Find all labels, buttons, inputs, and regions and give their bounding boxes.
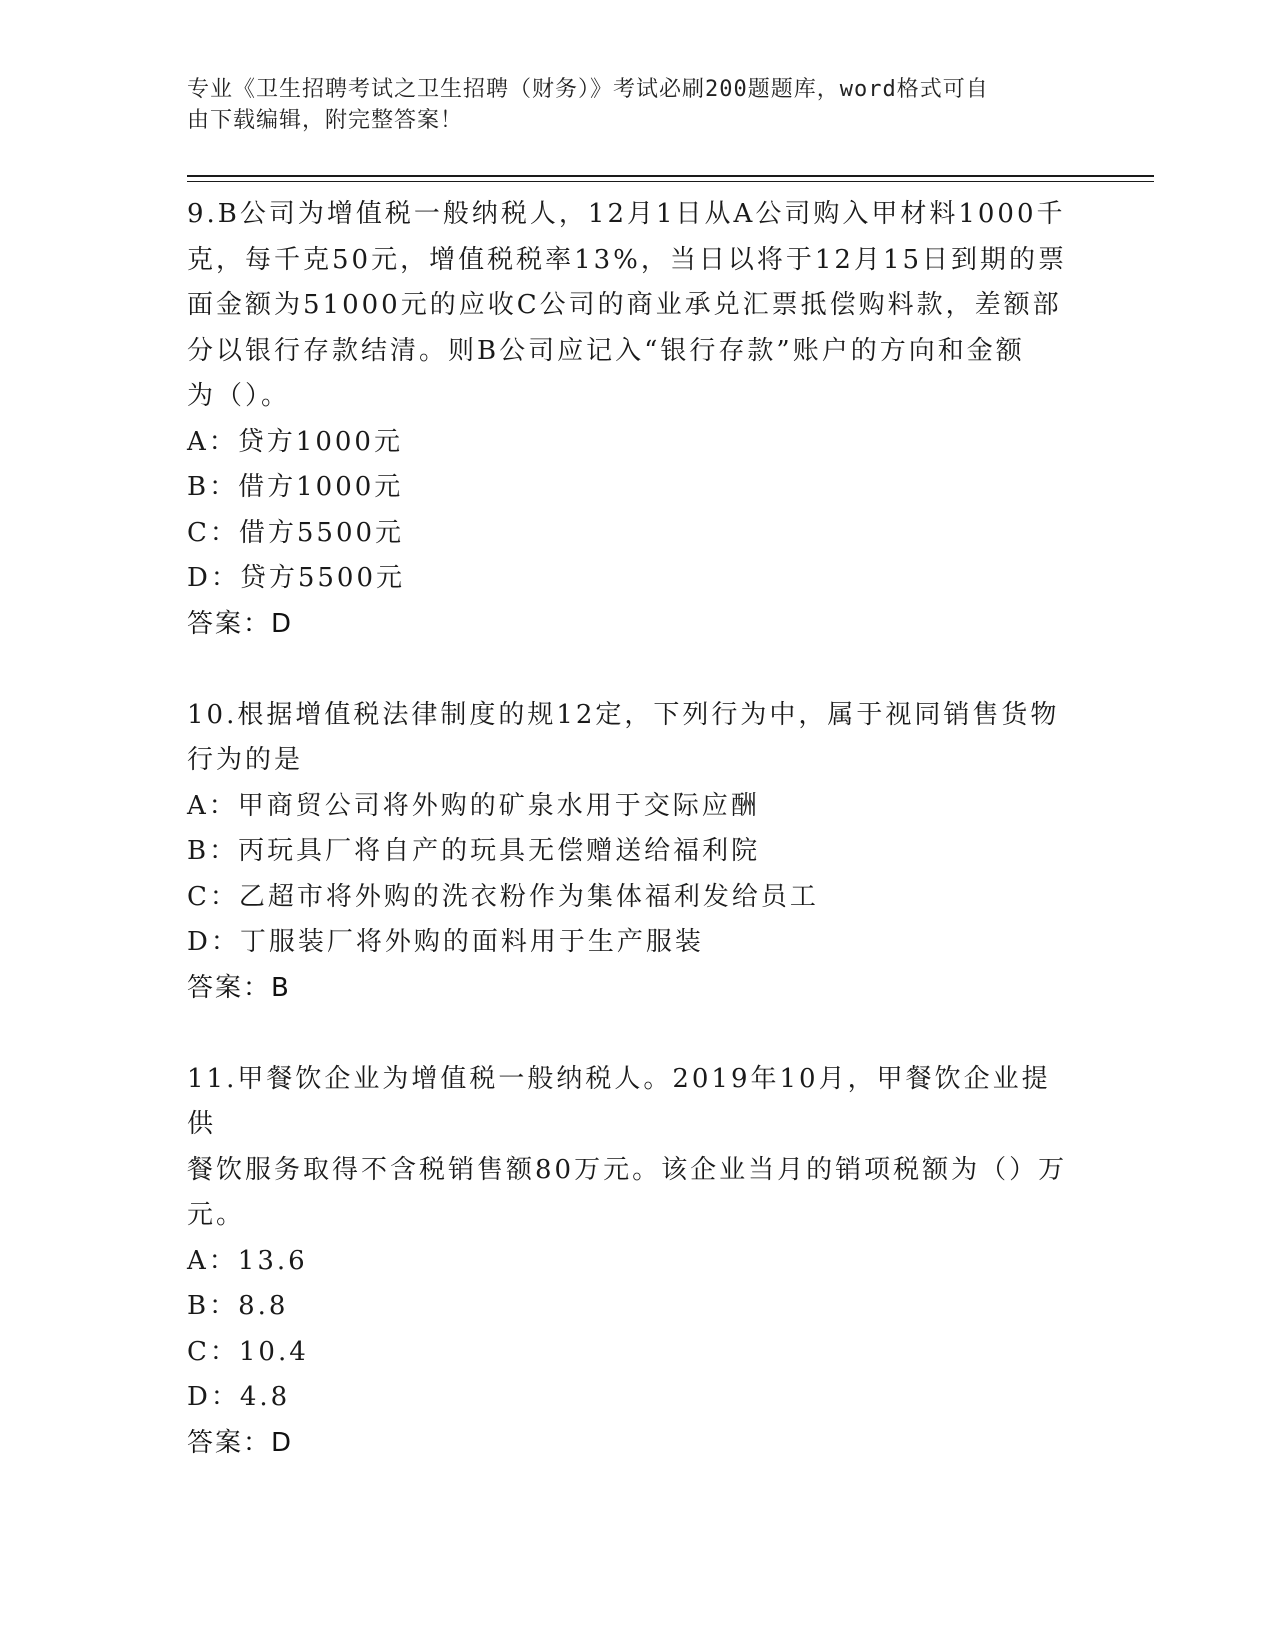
question-text-line: 为（）。 — [187, 381, 291, 411]
answer: 答案：B — [187, 972, 291, 1003]
question-10 — [187, 693, 1077, 1012]
question-list — [187, 192, 1077, 1466]
option-c: C：乙超市将外购的洗衣粉作为集体福利发给员工 — [187, 881, 819, 912]
question-text-line: 11.甲餐饮企业为增值税一般纳税人。2019年10月，甲餐饮企业提供 — [187, 1063, 1051, 1139]
question-text-line: 9.B公司为增值税一般纳税人，12月1日从A公司购入甲材料1000千 — [187, 199, 1066, 229]
question-text-line: 面金额为51000元的应收C公司的商业承兑汇票抵偿购料款，差额部 — [187, 290, 1062, 320]
option-d: D：丁服装厂将外购的面料用于生产服装 — [187, 927, 704, 957]
question-text-line: 10.根据增值税法律制度的规12定，下列行为中，属于视同销售货物 — [187, 699, 1060, 730]
intro-line-1: 专业《卫生招聘考试之卫生招聘（财务）》考试必刷200题题库，word格式可自 — [187, 77, 989, 102]
option-c: C：借方5500元 — [187, 517, 405, 548]
document-intro — [187, 74, 1087, 136]
question-text-line: 分以银行存款结清。则B公司应记入“银行存款”账户的方向和金额 — [187, 335, 1025, 366]
question-11 — [187, 1057, 1077, 1467]
spacer — [187, 1011, 1077, 1057]
question-text — [187, 693, 1077, 784]
header-divider-thick — [187, 175, 1154, 177]
option-c: C：10.4 — [187, 1336, 309, 1367]
question-text — [187, 1057, 1077, 1239]
question-9 — [187, 192, 1077, 647]
option-b: B：丙玩具厂将自产的玩具无偿赠送给福利院 — [187, 836, 761, 866]
question-text-line: 行为的是 — [187, 745, 304, 775]
option-a: A：贷方1000元 — [187, 426, 403, 457]
spacer — [187, 647, 1077, 693]
option-d: D：贷方5500元 — [187, 563, 406, 593]
question-text — [187, 192, 1077, 420]
option-a: A：甲商贸公司将外购的矿泉水用于交际应酬 — [187, 790, 760, 821]
answer: 答案：D — [187, 1427, 294, 1458]
answer: 答案：D — [187, 608, 294, 639]
option-b: B：8.8 — [187, 1291, 289, 1321]
option-d: D：4.8 — [187, 1382, 291, 1412]
question-text-line: 克，每千克50元，增值税税率13%，当日以将于12月15日到期的票 — [187, 244, 1068, 275]
header-divider-thin — [187, 181, 1154, 182]
question-text-line: 餐饮服务取得不含税销售额80万元。该企业当月的销项税额为（）万 — [187, 1154, 1068, 1185]
option-b: B：借方1000元 — [187, 472, 404, 502]
question-text-line: 元。 — [187, 1200, 246, 1230]
intro-line-2: 由下载编辑，附完整答案！ — [187, 108, 464, 133]
option-a: A：13.6 — [187, 1245, 308, 1276]
